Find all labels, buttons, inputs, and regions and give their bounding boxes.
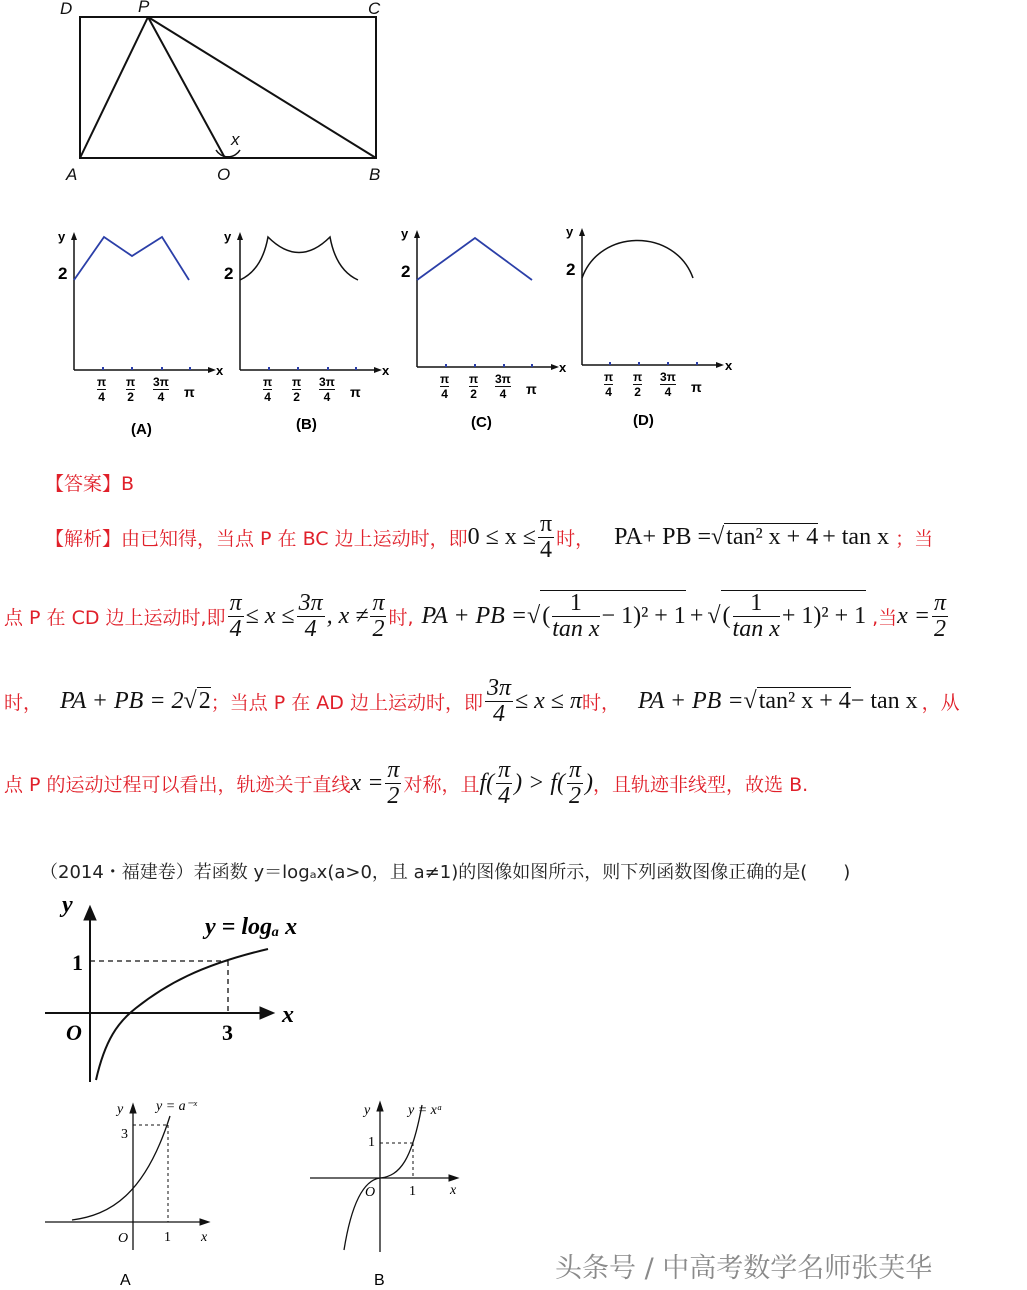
answer-graph-b	[310, 1102, 458, 1252]
log-graph-labels	[59, 892, 297, 1045]
option-graph-d	[579, 228, 724, 368]
svg-text:3: 3	[121, 1127, 128, 1142]
option-label-bottom-b: B	[374, 1272, 385, 1289]
svg-text:y: y	[117, 1102, 124, 1117]
option-graph-c	[414, 230, 559, 370]
svg-text:3: 3	[222, 1020, 233, 1045]
option-label-a: (A)	[131, 421, 152, 438]
svg-text:y: y	[62, 892, 73, 918]
svg-text:y: y	[364, 1103, 371, 1118]
answer-graph-a	[45, 1104, 209, 1250]
answer-graph-a-labels	[115, 1099, 208, 1246]
label-B: B	[369, 165, 381, 184]
rectangle-labels	[60, 0, 381, 184]
label-O: O	[217, 165, 231, 184]
label-D: D	[60, 0, 73, 18]
answer-line: 【答案】B	[45, 473, 135, 495]
analysis-line-2: 点 P 在 CD 边上运动时,即 $\frac{\pi}{4}$ ≤ x ≤ $\frac{3\pi}{4}$ , x ≠ $\frac{\pi}{2}$ 时, PA + PB = √ ( $\frac{1}{\text{tan x}}$ − 1)² + 1 + √ ( $\frac{1}{\text{tan x}}$ + 1)² + 1 ,当 x = $\frac{\pi}{2}$	[4, 589, 947, 643]
watermark-text: 头条号 / 中高考数学名师张芙华	[555, 1253, 933, 1284]
analysis-line-3: 时， PA + PB = 2 √2 ；当点 P 在 AD 边上运动时，即 $\frac{3\pi}{4}$ ≤ x ≤ π 时， PA + PB = √tan² x + 4 − tan x ，从	[4, 675, 960, 728]
question-text: （2014・福建卷）若函数 y＝logₐx(a>0，且 a≠1)的图像如图所示，则下列函数图像正确的是( )	[40, 862, 851, 883]
svg-text:O: O	[365, 1185, 376, 1200]
rectangle-figure	[80, 17, 376, 158]
label-A: A	[66, 165, 78, 184]
label-P: P	[138, 0, 150, 16]
svg-text:1: 1	[72, 950, 83, 975]
option-graph-a	[71, 232, 216, 373]
option-graph-b	[237, 232, 382, 373]
svg-text:y = xᵃ: y = xᵃ	[408, 1103, 443, 1118]
svg-text:O: O	[66, 1020, 82, 1045]
option-label-d: (D)	[633, 412, 654, 429]
label-angle-x: x	[231, 130, 240, 149]
svg-text:x: x	[450, 1183, 457, 1198]
svg-text:y = a⁻ˣ: y = a⁻ˣ	[156, 1099, 198, 1114]
svg-text:1: 1	[368, 1135, 375, 1150]
option-label-bottom-a: A	[120, 1272, 131, 1289]
analysis-line-1: 【解析】由已知得，当点 P 在 BC 边上运动时，即 0 ≤ x ≤ $\frac{\pi}{4}$ 时， PA+ PB = √tan² x + 4 + tan x ；当	[45, 511, 934, 564]
svg-text:1: 1	[409, 1184, 416, 1199]
option-label-c: (C)	[471, 414, 492, 431]
svg-text:y = logₐ x: y = logₐ x	[205, 914, 298, 940]
svg-text:O: O	[118, 1231, 129, 1246]
svg-text:x: x	[282, 1002, 294, 1028]
analysis-line-4: 点 P 的运动过程可以看出，轨迹关于直线 x = $\frac{\pi}{2}$ 对称，且 f( $\frac{\pi}{4}$ ) > f( $\frac{\pi}{2}$ ) ，且轨迹非线型，故选 B.	[4, 757, 809, 810]
option-label-b: (B)	[296, 416, 317, 433]
label-C: C	[368, 0, 381, 18]
svg-text:x: x	[201, 1230, 208, 1245]
svg-text:1: 1	[164, 1230, 171, 1245]
